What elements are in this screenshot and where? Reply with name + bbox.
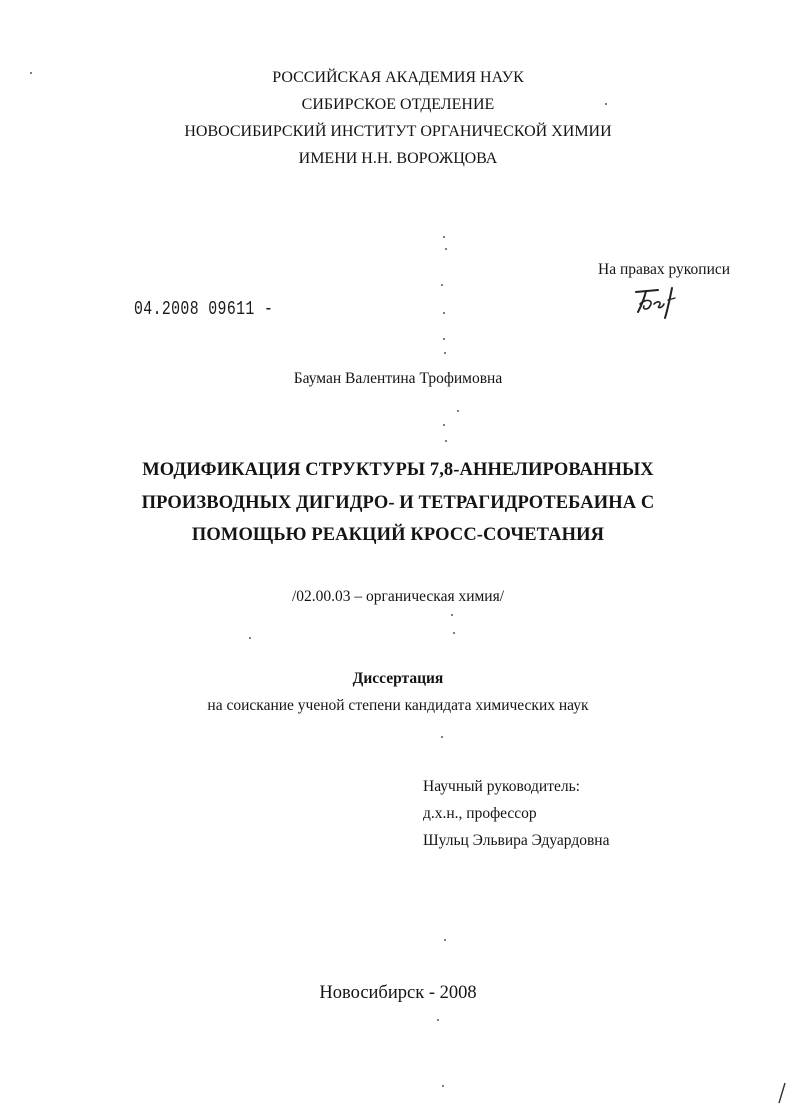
title-line-1: МОДИФИКАЦИЯ СТРУКТУРЫ 7,8-АННЕЛИРОВАННЫХ: [142, 460, 654, 480]
scan-speck: [30, 72, 32, 74]
scan-speck: [441, 284, 443, 286]
title-line-2: ПРОИЗВОДНЫХ ДИГИДРО- И ТЕТРАГИДРОТЕБАИНА С: [141, 493, 655, 513]
institution-line-4: ИМЕНИ Н.Н. ВОРОЖЦОВА: [298, 150, 498, 167]
rights-note: На правах рукописи: [598, 261, 731, 278]
scan-speck: [443, 236, 445, 238]
scan-speck: [605, 103, 607, 105]
place-year: Новосибирск - 2008: [319, 983, 477, 1003]
scan-speck: [442, 1085, 444, 1087]
supervisor-degree: д.х.н., профессор: [423, 805, 537, 822]
institution-line-1: РОССИЙСКАЯ АКАДЕМИЯ НАУК: [272, 69, 524, 86]
stamp-dash-mark: ‐: [254, 298, 274, 320]
archive-stamp: [134, 298, 273, 320]
scan-speck: [451, 614, 453, 616]
scan-speck: [443, 312, 445, 314]
scan-speck: [443, 424, 445, 426]
scan-speck: [453, 632, 455, 634]
specialty: /02.00.03 – органическая химия/: [291, 588, 505, 605]
scan-speck: [445, 440, 447, 442]
supervisor-label: Научный руководитель:: [423, 778, 580, 795]
scan-speck: [443, 338, 445, 340]
institution-line-2: СИБИРСКОЕ ОТДЕЛЕНИЕ: [301, 96, 495, 113]
scan-speck: [444, 352, 446, 354]
author-name: Бауман Валентина Трофимовна: [293, 370, 503, 387]
signature: [632, 286, 680, 322]
scan-speck: [457, 410, 459, 412]
scan-edge-mark: [776, 1082, 788, 1104]
scan-speck: [444, 939, 446, 941]
dissertation-heading: Диссертация: [352, 670, 444, 687]
dissertation-subtitle: на соискание ученой степени кандидата химических наук: [207, 697, 589, 714]
scan-speck: [437, 1019, 439, 1021]
scan-speck: [249, 637, 251, 639]
archive-stamp-number: 04.2008 09611: [134, 298, 255, 320]
institution-line-3: НОВОСИБИРСКИЙ ИНСТИТУТ ОРГАНИЧЕСКОЙ ХИМИИ: [184, 123, 612, 140]
scan-speck: [441, 736, 443, 738]
supervisor-name: Шульц Эльвира Эдуардовна: [423, 832, 610, 849]
scan-speck: [445, 248, 447, 250]
title-line-3: ПОМОЩЬЮ РЕАКЦИЙ КРОСС-СОЧЕТАНИЯ: [191, 525, 605, 545]
